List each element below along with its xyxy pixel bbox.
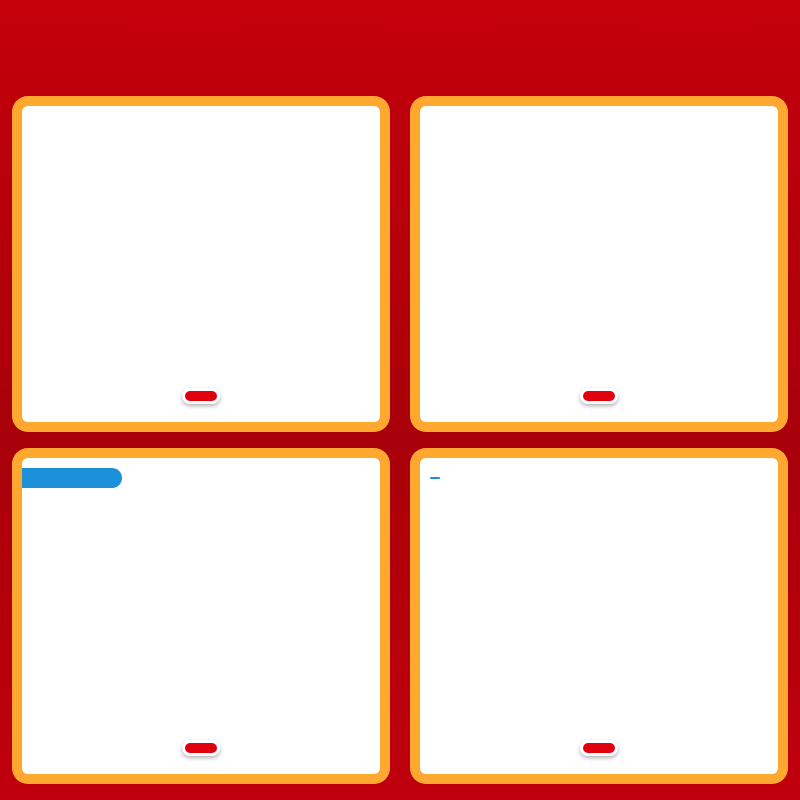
answers-badge-series [442,477,448,479]
answers-badge-subject [430,477,440,479]
exercise-left-column [28,494,197,768]
toc-right-column [205,140,370,422]
exercises-caption [182,740,220,756]
index-page [420,106,778,422]
toc-page [22,106,380,422]
index-caption [580,388,618,404]
toc-left-column [32,140,197,422]
exercise-right-column [205,494,374,768]
banner-title [0,0,800,88]
answers-header [430,470,448,486]
answers-page [420,458,778,774]
answers-caption [580,740,618,756]
answers-panel [410,448,788,784]
toc-caption [182,388,220,404]
index-panel [410,96,788,432]
exercises-panel [12,448,390,784]
toc-panel [12,96,390,432]
answers-right-column [603,492,770,768]
exercises-page [22,458,380,774]
section-label [22,468,122,488]
answers-left-column [428,492,595,768]
